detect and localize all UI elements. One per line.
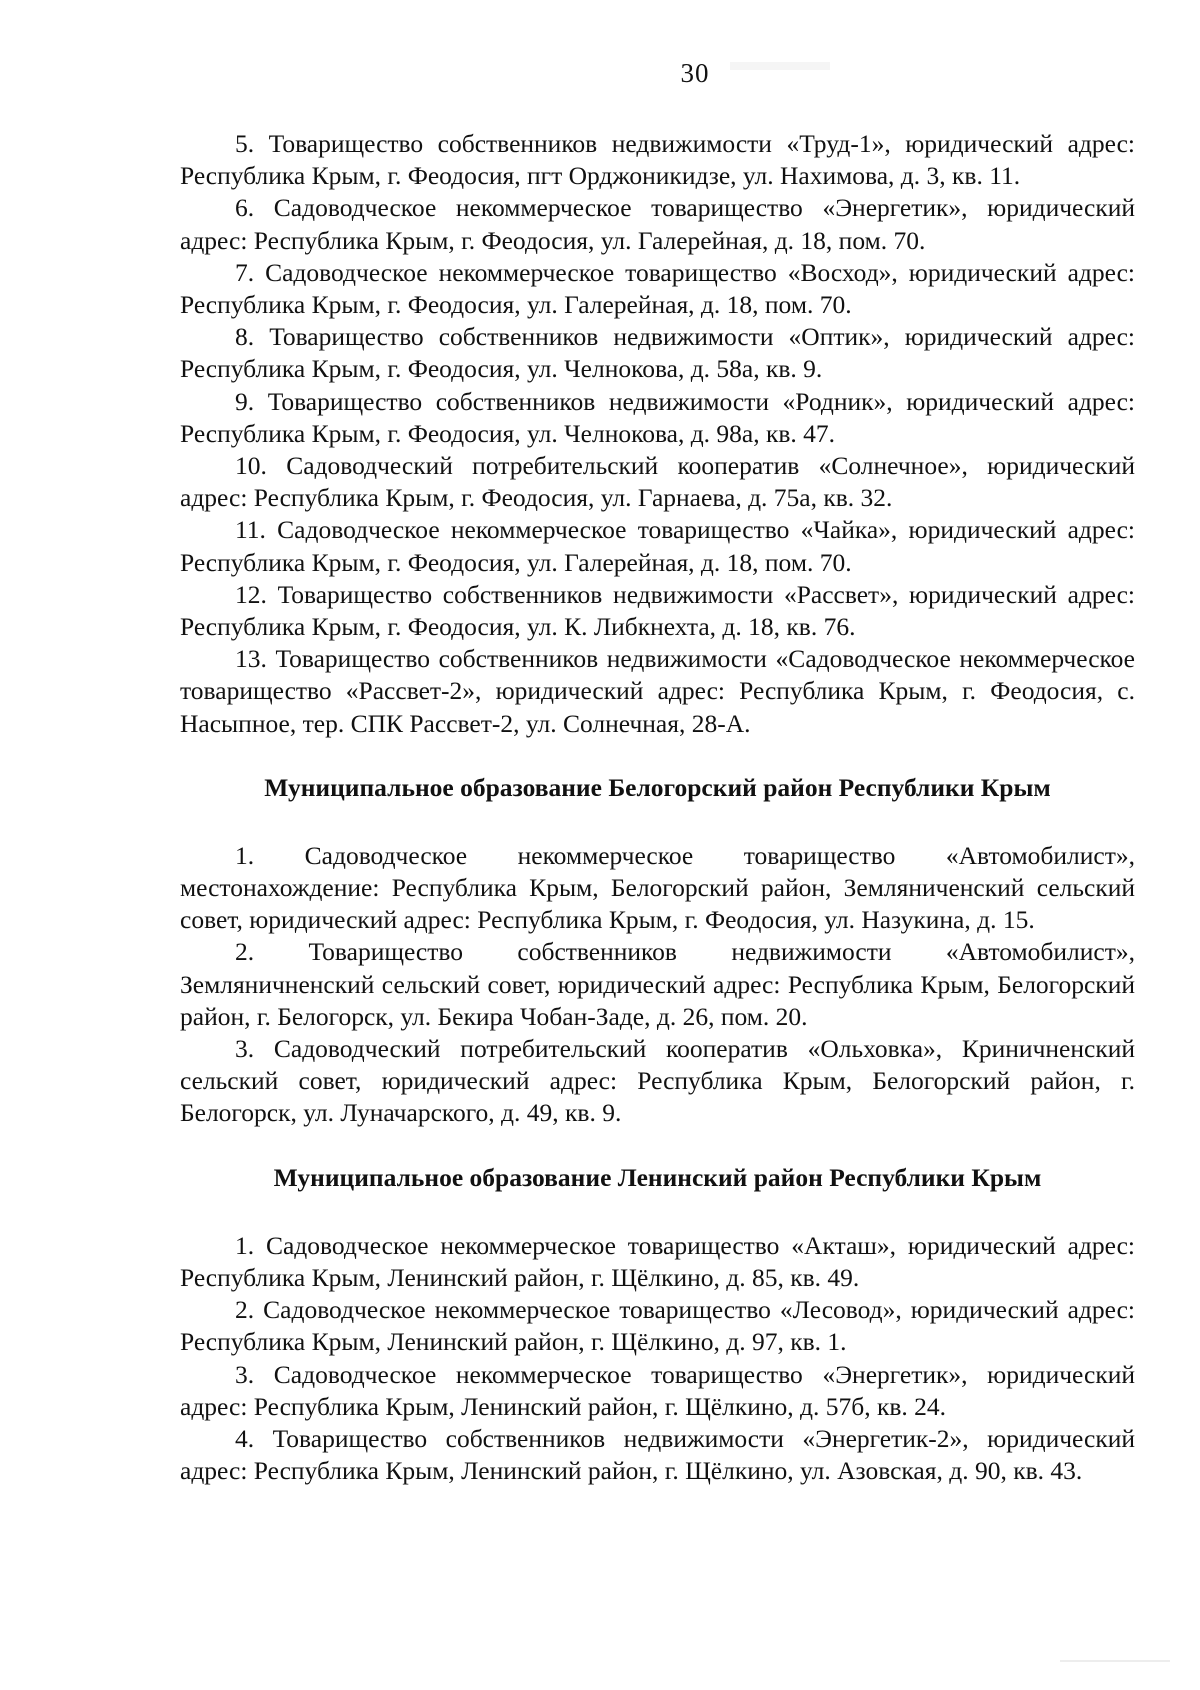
item-text: Товарищество собственников недвижимости «Автомобилист», Земляничненский сельский совет, юридический адрес: Республика Крым, Белогорский район, г. Белогорск, ул. Бекира Чобан-Заде, д. 26, пом. 20.	[180, 937, 1135, 1031]
list-item	[180, 1033, 1135, 1130]
list-item	[180, 450, 1135, 514]
list-item	[180, 643, 1135, 740]
item-text: Товарищество собственников недвижимости «Энергетик-2», юридический адрес: Республика Крым, Ленинский район, г. Щёлкино, ул. Азовская, д. 90, кв. 43.	[180, 1423, 1135, 1486]
page-number: 30	[680, 58, 710, 88]
item-text: Товарищество собственников недвижимости «Оптик», юридический адрес: Республика Крым, г. Феодосия, ул. Челнокова, д. 58а, кв. 9.	[180, 322, 1136, 384]
list-item	[180, 321, 1135, 385]
item-number: 2.	[235, 1295, 255, 1325]
item-text: Товарищество собственников недвижимости «Труд-1», юридический адрес: Республика Крым, г. Феодосия, пгт Орджоникидзе, ул. Нахимова, д. 3, кв. 11.	[180, 129, 1135, 191]
section-heading-lenin: Муниципальное образование Ленинский район Республики Крым	[273, 1162, 1042, 1192]
lenin-list	[180, 1230, 1135, 1488]
item-number: 1.	[235, 1230, 255, 1260]
item-number: 7.	[235, 257, 255, 287]
list-item	[180, 1294, 1135, 1358]
list-item	[180, 840, 1135, 937]
feodosia-list	[180, 128, 1135, 740]
section-heading-belogorsk: Муниципальное образование Белогорский район Республики Крым	[264, 772, 1051, 802]
item-text: Садоводческое некоммерческое товарищество «Автомобилист», местонахождение: Республика Крым, Белогорский район, Земляниченский сельский совет, юридический адрес: Республика Крым, г. Феодосия, ул. Назукина, д. 15.	[180, 840, 1136, 935]
list-item	[180, 128, 1135, 192]
item-text: Садоводческое некоммерческое товарищество «Лесовод», юридический адрес: Республика Крым, Ленинский район, г. Щёлкино, д. 97, кв. 1.	[180, 1295, 1135, 1357]
scan-artifact	[1060, 1660, 1170, 1662]
item-text: Товарищество собственников недвижимости «Садоводческое некоммерческое товарищество «Рассвет-2», юридический адрес: Республика Крым, г. Феодосия, с. Насыпное, тер. СПК Рассвет-2, ул. Солнечная, 28-А.	[180, 644, 1136, 738]
item-text: Садоводческий потребительский кооператив «Солнечное», юридический адрес: Республика Крым, г. Феодосия, ул. Гарнаева, д. 75а, кв. 32.	[180, 451, 1135, 513]
item-number: 10.	[235, 451, 267, 481]
item-text: Товарищество собственников недвижимости «Родник», юридический адрес: Республика Крым, г. Феодосия, ул. Челнокова, д. 98а, кв. 47.	[180, 386, 1135, 448]
belogorsk-list	[180, 840, 1135, 1130]
document-body	[180, 128, 1135, 1487]
list-item	[180, 936, 1135, 1033]
item-number: 11.	[235, 515, 266, 545]
item-number: 6.	[235, 193, 255, 223]
list-item	[180, 1230, 1135, 1294]
item-text: Садоводческое некоммерческое товарищество «Чайка», юридический адрес: Республика Крым, г. Феодосия, ул. Галерейная, д. 18, пом. 70.	[180, 515, 1135, 577]
item-number: 3.	[235, 1034, 255, 1064]
item-text: Товарищество собственников недвижимости «Рассвет», юридический адрес: Республика Крым, г. Феодосия, ул. К. Либкнехта, д. 18, кв. 76.	[180, 579, 1135, 642]
item-number: 9.	[235, 386, 255, 416]
item-number: 12.	[235, 579, 267, 609]
list-item	[180, 514, 1135, 578]
list-item	[180, 192, 1135, 256]
item-text: Садоводческое некоммерческое товарищество «Энергетик», юридический адрес: Республика Крым, Ленинский район, г. Щёлкино, д. 57б, кв. 24.	[180, 1359, 1135, 1421]
item-number: 5.	[235, 129, 255, 158]
list-item	[180, 257, 1135, 321]
list-item	[180, 579, 1135, 643]
item-number: 1.	[235, 840, 255, 870]
item-text: Садоводческий потребительский кооператив «Ольховка», Криничненский сельский совет, юридический адрес: Республика Крым, Белогорский район, г. Белогорск, ул. Луначарского, д. 49, кв. 9.	[180, 1034, 1136, 1128]
item-number: 8.	[235, 322, 255, 352]
item-text: Садоводческое некоммерческое товарищество «Акташ», юридический адрес: Республика Крым, Ленинский район, г. Щёлкино, д. 85, кв. 49.	[180, 1230, 1135, 1292]
list-item	[180, 1359, 1135, 1423]
list-item	[180, 386, 1135, 450]
item-number: 2.	[235, 937, 255, 967]
list-item	[180, 1423, 1135, 1487]
item-number: 3.	[235, 1359, 255, 1389]
item-number: 13.	[235, 644, 267, 674]
item-text: Садоводческое некоммерческое товарищество «Восход», юридический адрес: Республика Крым, г. Феодосия, ул. Галерейная, д. 18, пом. 70.	[180, 257, 1135, 320]
scan-artifact	[730, 62, 830, 70]
item-text: Садоводческое некоммерческое товарищество «Энергетик», юридический адрес: Республика Крым, г. Феодосия, ул. Галерейная, д. 18, пом. 70.	[180, 193, 1135, 255]
item-number: 4.	[235, 1423, 255, 1453]
